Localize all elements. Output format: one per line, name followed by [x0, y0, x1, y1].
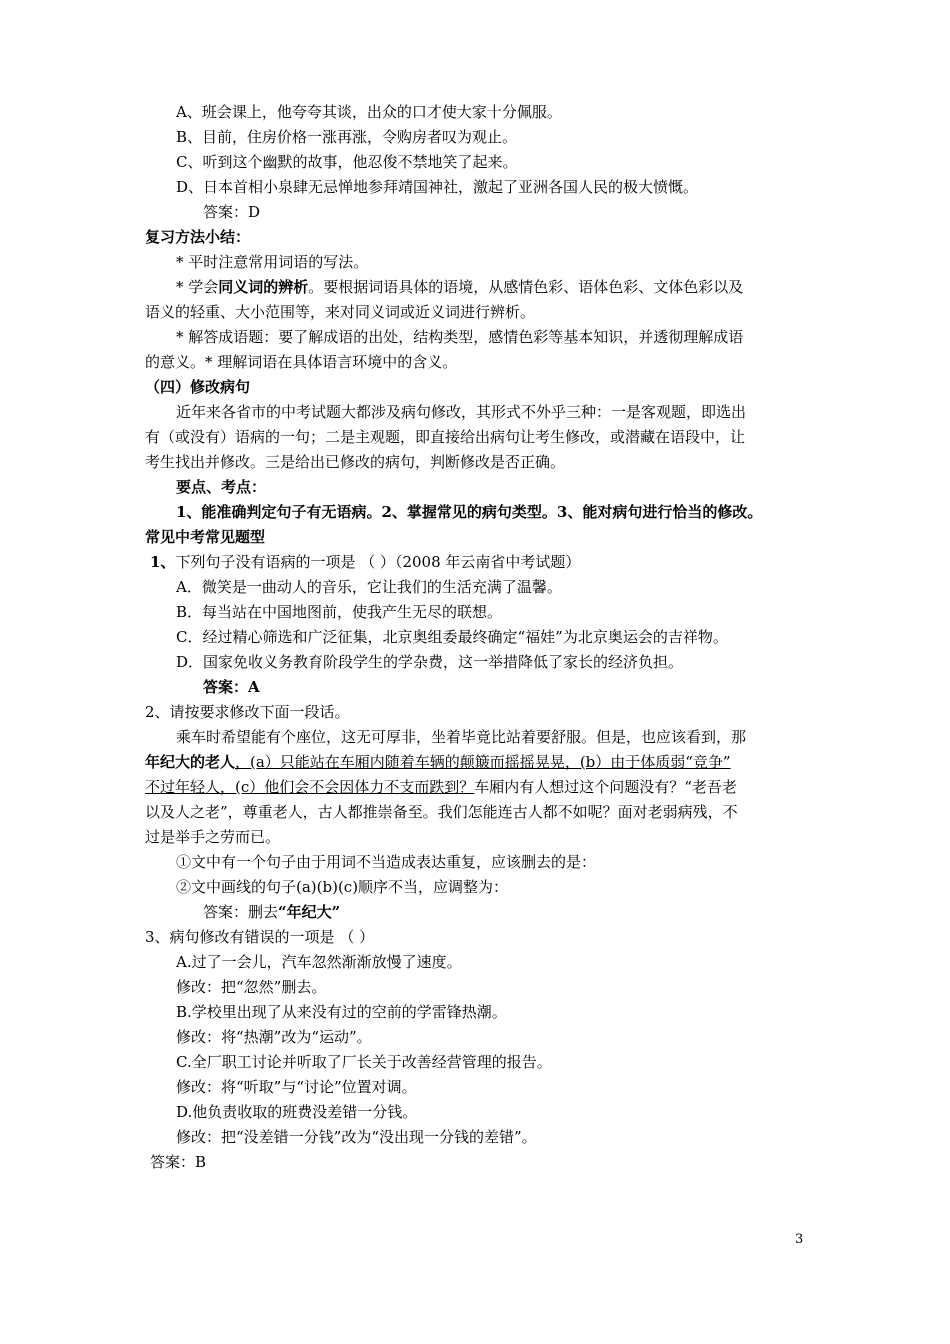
- intro-line: 有（或没有）语病的一句；二是主观题，即直接给出病句让考生修改，或潜藏在语段中，让: [145, 428, 746, 446]
- q3-answer: 答案：B: [150, 1153, 207, 1171]
- option-b: B、目前，住房价格一涨再涨，令购房者叹为观止。: [176, 128, 518, 146]
- q2-answer-text: 答案：删去: [203, 903, 279, 921]
- review-tip-bold: 同义词的辨析: [218, 278, 309, 296]
- q3-stem: 3、病句修改有错误的一项是 （ ）: [145, 928, 375, 946]
- q3-line: C.全厂职工讨论并听取了厂长关于改善经营管理的报告。: [176, 1053, 552, 1071]
- q2-passage: [145, 775, 737, 799]
- option-a: A、班会课上，他夸夸其谈，出众的口才使大家十分佩服。: [176, 103, 562, 121]
- q3-line: 修改：把“没差错一分钱”改为“没出现一分钱的差错”。: [176, 1128, 537, 1146]
- q1-stem-text: 下列句子没有语病的一项是 （ ）（2008 年云南省中考试题）: [175, 553, 581, 571]
- q2-bold-phrase: 年纪大的老人: [145, 753, 236, 771]
- q3-line: 修改：把“忽然”删去。: [176, 978, 327, 996]
- keypoints-label: 要点、考点：: [176, 478, 267, 496]
- q2-answer: [203, 900, 340, 924]
- review-tip-cont: 的意义。* 理解词语在具体语言环境中的含义。: [145, 353, 458, 371]
- review-tip: * 解答成语题：要了解成语的出处，结构类型，感情色彩等基本知识，并透彻理解成语: [176, 328, 744, 346]
- q2-passage: [145, 750, 731, 774]
- review-tip: [176, 275, 743, 299]
- q1-answer: 答案：A: [203, 678, 260, 696]
- review-tip: * 平时注意常用词语的写法。: [176, 253, 369, 271]
- review-tip-text: 。要根据词语具体的语境，从感情色彩、语体色彩、文体色彩以及: [308, 278, 744, 296]
- intro-line: 近年来各省市的中考试题大都涉及病句修改，其形式不外乎三种：一是客观题，即选出: [176, 403, 747, 421]
- q3-line: A.过了一会儿，汽车忽然渐渐放慢了速度。: [176, 953, 462, 971]
- q2-passage: 以及人之老”，尊重老人，古人都推崇备至。我们怎能连古人都不如呢？面对老弱病残，不: [145, 803, 738, 821]
- q3-line: D.他负责收取的班费没差错一分钱。: [176, 1103, 418, 1121]
- option-c: C、听到这个幽默的故事，他忍俊不禁地笑了起来。: [176, 153, 518, 171]
- option-d: D、日本首相小泉肆无忌惮地参拜靖国神社，激起了亚洲各国人民的极大愤慨。: [176, 178, 699, 196]
- q1-option: A．微笑是一曲动人的音乐，它让我们的生活充满了温馨。: [176, 578, 562, 596]
- q1-option: D．国家免收义务教育阶段学生的学杂费，这一举措降低了家长的经济负担。: [176, 653, 684, 671]
- q2-passage: 乘车时希望能有个座位，这无可厚非，坐着毕竟比站着要舒服。但是，也应该看到，那: [176, 728, 747, 746]
- q2-passage: 过是举手之劳而已。: [145, 828, 281, 846]
- q3-line: B.学校里出现了从来没有过的空前的学雷锋热潮。: [176, 1003, 507, 1021]
- keypoints: 1、能准确判定句子有无语病。2、掌握常见的病句类型。3、能对病句进行恰当的修改。: [176, 503, 763, 521]
- review-title: 复习方法小结：: [145, 228, 251, 246]
- q1-option: B．每当站在中国地图前，使我产生无尽的联想。: [176, 603, 503, 621]
- q1-option: C．经过精心筛选和广泛征集，北京奥组委最终确定“福娃”为北京奥运会的吉祥物。: [176, 628, 728, 646]
- q1-stem: [150, 550, 580, 574]
- q3-line: 修改：将“听取”与“讨论”位置对调。: [176, 1078, 417, 1096]
- section-title: （四）修改病句: [145, 378, 251, 396]
- q3-line: 修改：将“热潮”改为“运动”。: [176, 1028, 372, 1046]
- q2-sub: ②文中画线的句子(a)(b)(c)顺序不当，应调整为：: [176, 878, 509, 896]
- intro-line: 考生找出并修改。三是给出已修改的病句，判断修改是否正确。: [145, 453, 566, 471]
- review-tip-cont: 语义的轻重、大小范围等，来对同义词或近义词进行辨析。: [145, 303, 536, 321]
- q2-underlined: 不过年轻人，(c）他们会不会因体力不支而跌到？: [145, 778, 475, 796]
- q2-passage-text: 车厢内有人想过这个问题没有？“老吾老: [474, 778, 737, 796]
- q2-underlined: ，(a）只能站在车厢内随着车辆的颠簸而摇摇晃晃，(b）由于体质弱“竞争”: [235, 753, 731, 771]
- answer: 答案：D: [203, 203, 261, 221]
- page-number: 3: [795, 1232, 804, 1247]
- q2-answer-bold: “年纪大”: [278, 903, 341, 921]
- review-tip-text: * 学会: [176, 278, 219, 296]
- common-title: 常见中考常见题型: [145, 528, 266, 546]
- q2-sub: ①文中有一个句子由于用词不当造成表达重复，应该删去的是：: [176, 853, 597, 871]
- q2-stem: 2、请按要求修改下面一段话。: [145, 703, 350, 721]
- q1-num: 1、: [150, 553, 176, 571]
